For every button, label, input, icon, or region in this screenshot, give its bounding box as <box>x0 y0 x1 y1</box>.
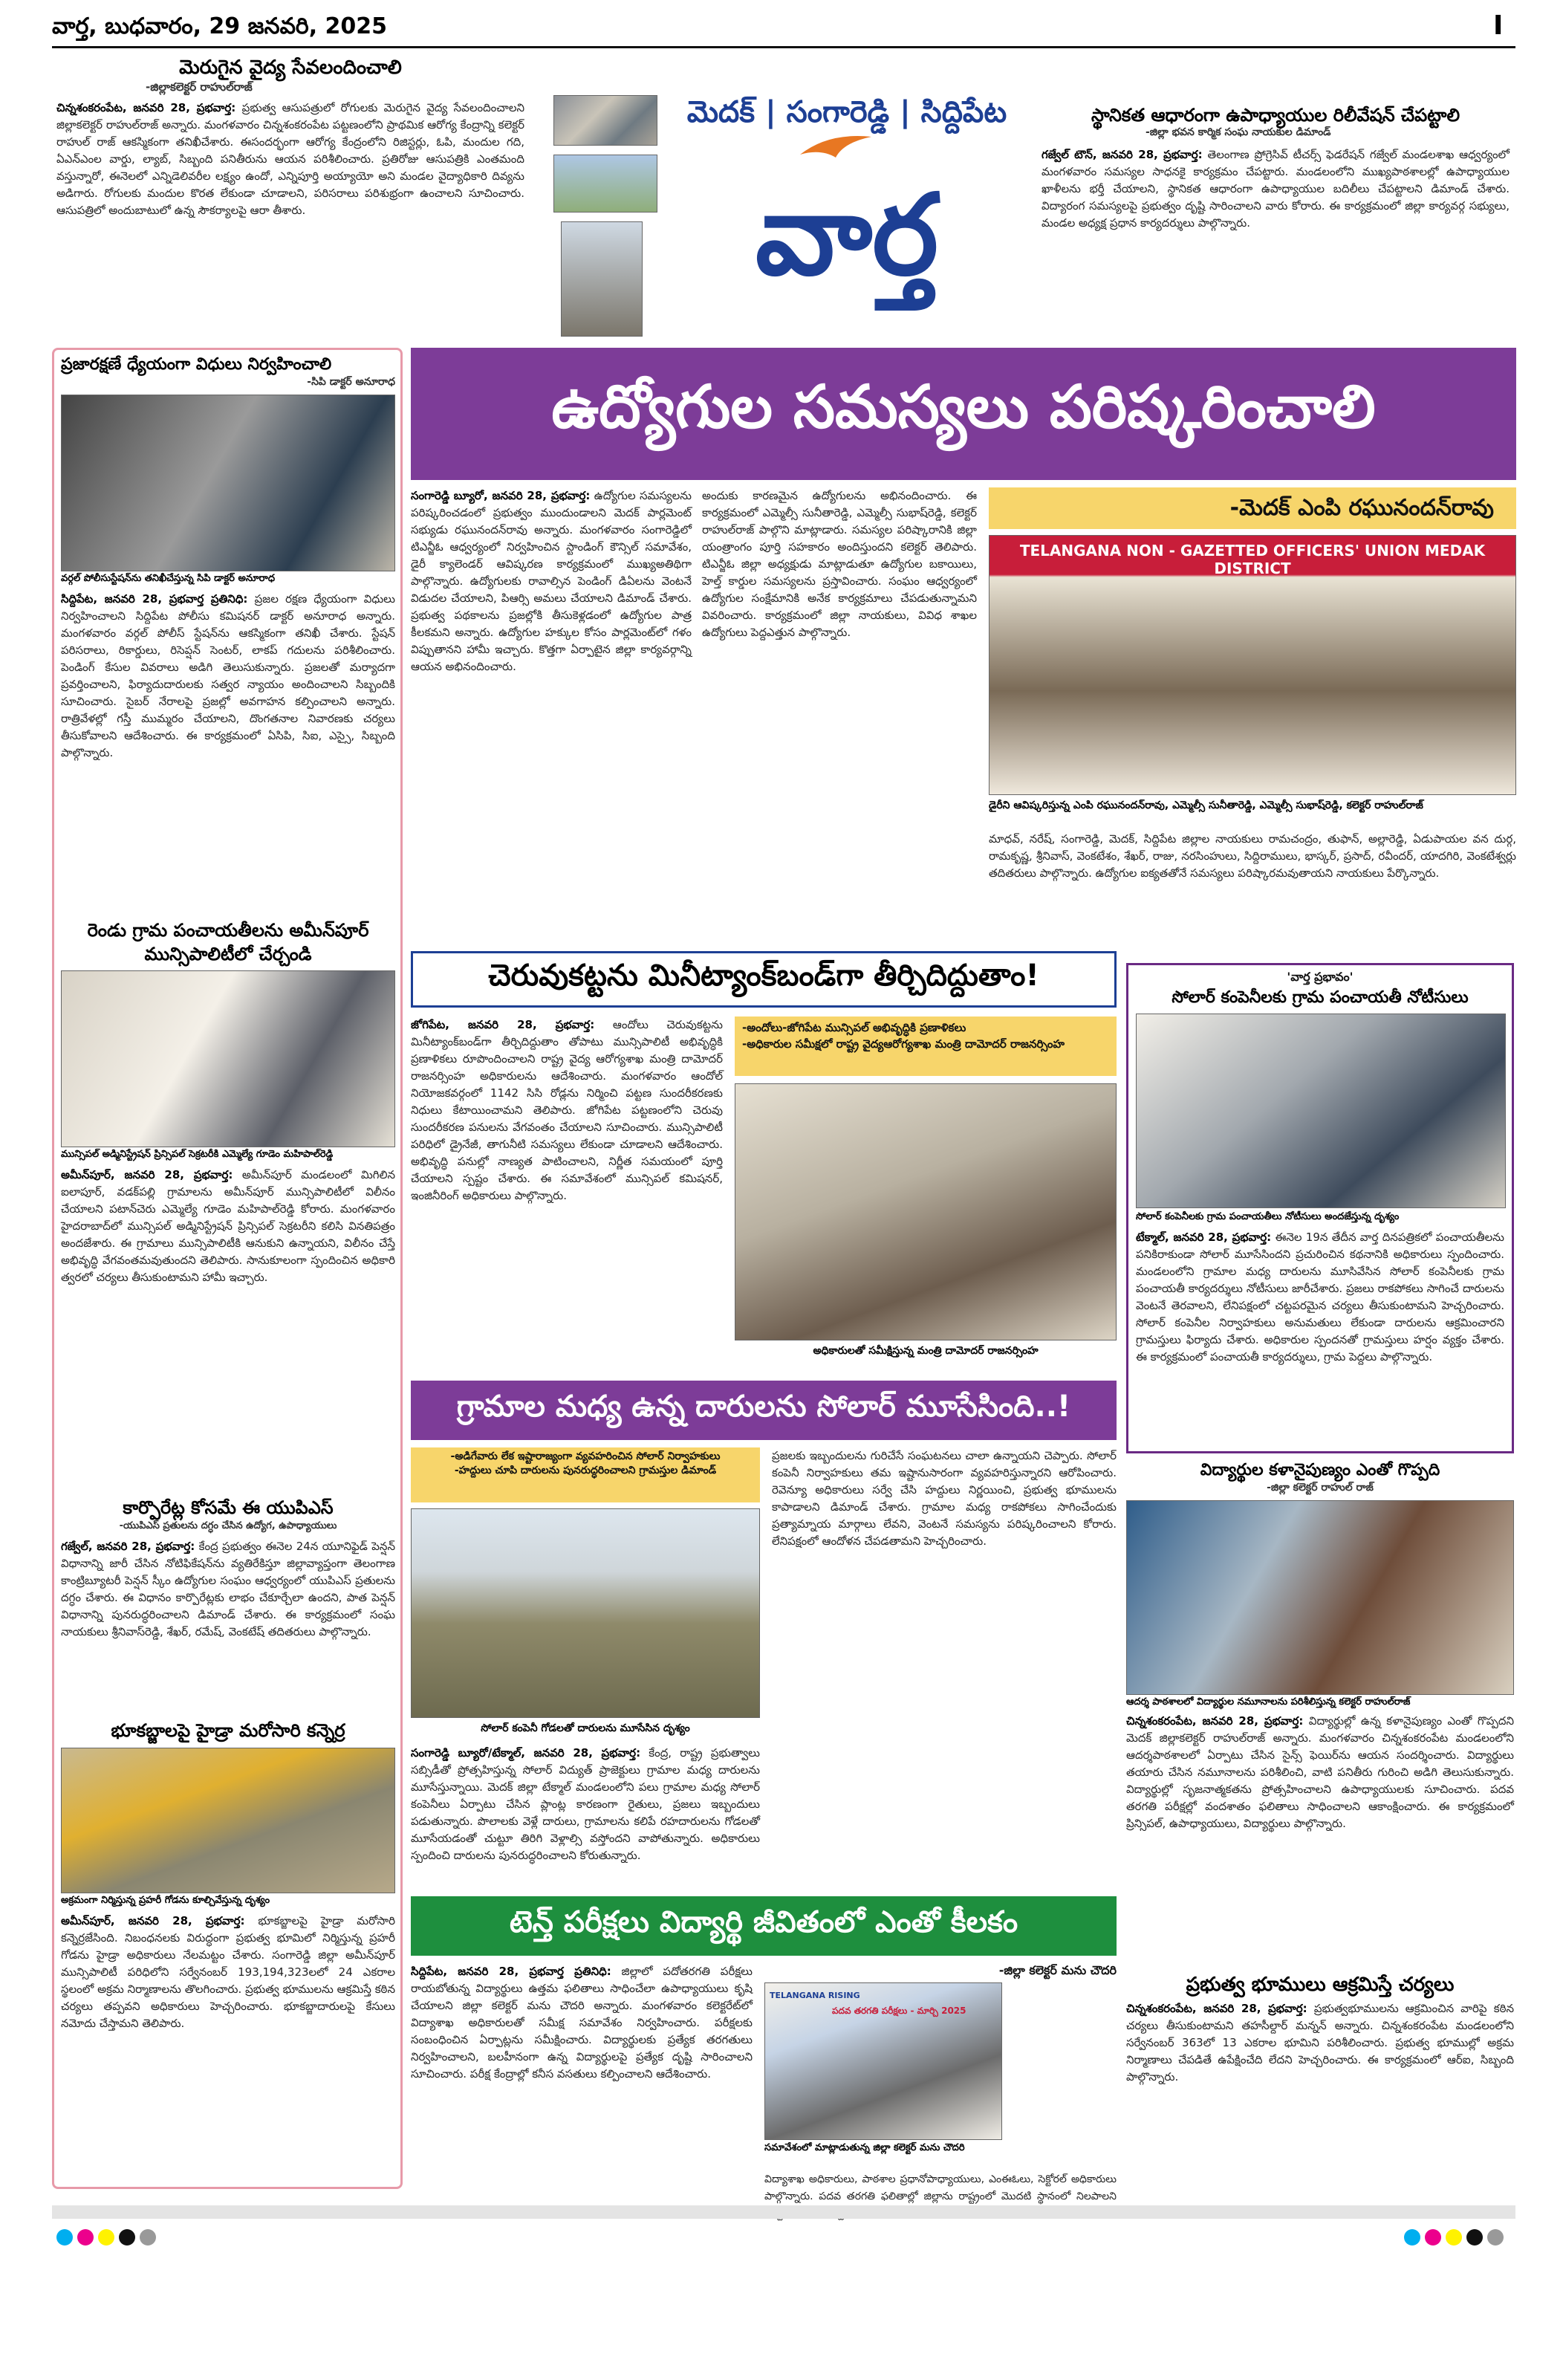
landmark-photo-1 <box>553 95 657 146</box>
kicker-box <box>735 1016 1117 1076</box>
kicker-line-2: -హద్దులు చూపి దారులను పునరుద్ధరించాలని గ్రామస్తుల డిమాండ్ <box>454 1465 717 1476</box>
headline: ప్రజారక్షణే ధ్యేయంగా విధులు నిర్వహించాలి <box>61 355 332 374</box>
photo-caption: అధికారులతో సమీక్షిస్తున్న మంత్రి దామోదర్ రాజనర్సింహ <box>813 1345 1039 1357</box>
article-body: సిద్దిపేట, జనవరి 28, ప్రభవార్త ప్రతినిధి: ప్రజల రక్షణ ధ్యేయంగా విధులు నిర్వహించాలని సిద్దిపేట పోలీసు కమిషనర్ డాక్టర్ అనూరాధ అన్నారు. మంగళవారం వర్గల్ పోలీస్ స్టేషన్‌ను ఆకస్మికంగా తనిఖీ చేశారు. స్టేషన్ పరిసరాలు, రికార్డులు, రిసెప్షన్ సెంటర్, లాకప్ గదులను పరిశీలించారు. పెండింగ్ కేసుల వివరాలు అడిగి తెలుసుకున్నారు. ప్రజలతో మర్యాదగా ప్రవర్తించాలని, ఫిర్యాదుదారులకు సత్వర న్యాయం అందించాలని సిబ్బందికి సూచించారు. సైబర్ నేరాలపై ప్రజల్లో అవగాహన కల్పించాలని అన్నారు. రాత్రివేళల్లో గస్తీ ముమ్మరం చేయాలని, దొంగతనాల నివారణకు చర్యలు తీసుకోవాలని ఆదేశించారు. ఈ కార్యక్రమంలో ఏసిపి, సిఐ, ఎస్సై, సిబ్బంది పాల్గొన్నారు. <box>61 592 395 759</box>
article-body-col1: సంగారెడ్డి బ్యూరో, జనవరి 28, ప్రభవార్త: ఉద్యోగుల సమస్యలను పరిష్కరించడంలో ప్రభుత్వం ముందుండాలని మెదక్ పార్లమెంట్ సభ్యుడు రఘునందన్‌రావు అన్నారు. మంగళవారం సంగారెడ్డిలో టిఎన్జీఓ ఆధ్వర్యంలో నిర్వహించిన స్టాండింగ్ కౌన్సిల్ సమావేశం, డైరీ క్యాలెండర్ ఆవిష్కరణ కార్యక్రమంలో ముఖ్యఅతిథిగా పాల్గొన్నారు. ఉద్యోగులకు రావాల్సిన పెండింగ్ డిఏలను వెంటనే విడుదల చేయాలని, పిఆర్సి అమలు చేయాలని డిమాండ్ చేశారు. ప్రభుత్వ పథకాలను ప్రజల్లోకి తీసుకెళ్లడంలో ఉద్యోగుల పాత్ర కీలకమని అన్నారు. ఉద్యోగుల హక్కుల కోసం పార్లమెంట్‌లో గళం విప్పుతానని హామీ ఇచ్చారు. కొత్తగా ఏర్పాటైన జిల్లా కార్యవర్గాన్ని ఆయన అభినందించారు. <box>411 489 692 673</box>
magenta-dot <box>1425 2229 1441 2246</box>
headline: రెండు గ్రామ పంచాయతీలను అమీన్‌పూర్ మున్సిపాలిటీలో చేర్చండి <box>87 920 369 964</box>
grey-dot <box>140 2229 156 2246</box>
cyan-dot <box>1404 2229 1420 2246</box>
demolition-photo <box>61 1748 395 1893</box>
govt-land-article <box>1126 1972 1514 2179</box>
yellow-dot <box>1446 2229 1462 2246</box>
article-body-right: విద్యాశాఖ అధికారులు, పాఠశాల ప్రధానోపాధ్యాయులు, ఎంఈఓలు, సెక్టోరల్ అధికారులు పాల్గొన్నారు. పదవ తరగతి ఫలితాల్లో జిల్లాను రాష్ట్రంలో మొదటి స్థానంలో నిలపాలని <box>764 2173 1117 2202</box>
article-body: జోగిపేట, జనవరి 28, ప్రభవార్త: ఆందోలు చెరువుకట్టను మినీట్యాంక్‌బండ్‌గా తీర్చిదిద్దుతాం తోపాటు మున్సిపాలిటీ అభివృద్ధికి ప్రణాళికలు రూపొందించాలని రాష్ట్ర వైద్య ఆరోగ్యశాఖ మంత్రి దామోదర్ రాజనర్సింహ అధికారులను ఆదేశించారు. మంగళవారం ఆందోల్ నియోజకవర్గంలో 1142 సిసి రోడ్లను నిర్మించి పట్టణ సుందరీకరణకు నిధులు కేటాయించామని తెలిపారు. జోగిపేట పట్టణంలోని చెరువు సుందరీకరణ పనులను వేగవంతం చేయాలని సూచించారు. మున్సిపాలిటీ పరిధిలో డ్రైనేజీ, తాగునీటి సమస్యలు లేకుండా చూడాలని ఆదేశించారు. అభివృద్ధి పనుల్లో నాణ్యత పాటించాలని, నిర్ణీత సమయంలో పూర్తి చేయాలని స్పష్టం చేశారు. ఈ సమావేశంలో మున్సిపల్ కమిషనర్, ఇంజినీరింగ్ అధికారులు పాల్గొన్నారు. <box>411 1018 723 1202</box>
photo-caption: వర్గల్ పోలీసుస్టేషన్‌ను తనిఖీచేస్తున్న సిపి డాక్టర్ అనూరాధ <box>61 573 276 584</box>
article-body: చిన్నశంకరంపేట, జనవరి 28, ప్రభవార్త: ప్రభుత్వభూములను ఆక్రమించిన వారిపై కఠిన చర్యలు తీసుకుంటామని తహసీల్దార్ మన్నన్ అన్నారు. చిన్నశంకరంపేట మండలంలోని సర్వేనంబర్ 363లో 13 ఎకరాల భూమిని పరిశీలించారు. ప్రభుత్వ భూముల్లో అక్రమ నిర్మాణాలు చేపడితే ఉపేక్షించేది లేదని హెచ్చరించారు. ఈ కార్యక్రమంలో ఆర్ఐ, సిబ్బంది పాల్గొన్నారు. <box>1126 2002 1514 2084</box>
article-body: టేక్మాల్, జనవరి 28, ప్రభవార్త: ఈనెల 19న తేదీన వార్త దినపత్రికలో పంచాయతీలను పనికిరాకుండా సోలార్ మూసేసిందని ప్రచురించిన కథనానికి అధికారులు స్పందించారు. మండలంలోని గ్రామాల మధ్య దారులను మూసివేసిన సోలార్ కంపెనీలకు గ్రామ పంచాయతీ కార్యదర్శులు నోటీసులు జారీచేశారు. ప్రజలు రాకపోకలు సాగించే దారులను వెంటనే తెరవాలని, లేనిపక్షంలో చట్టపరమైన చర్యలు తీసుకుంటామని హెచ్చరించారు. సోలార్ కంపెనీల నిర్వాహకులు అనుమతులు లేకుండా దారులను ఆక్రమించారని గ్రామస్తులు ఫిర్యాదు చేశారు. అధికారుల స్పందనతో గ్రామస్తులు హర్షం వ్యక్తం చేశారు. ఈ కార్యక్రమంలో పంచాయతీ కార్యదర్శులు, గ్రామ పెద్దలు పాల్గొన్నారు. <box>1136 1230 1504 1364</box>
headline: సోలార్ కంపెనీలకు గ్రామ పంచాయతీ నోటీసులు <box>1172 988 1469 1007</box>
footer-rule <box>52 2205 1515 2219</box>
subhead: -జిల్లా కలెక్టర్ రాహుల్ రాజ్ <box>1267 1482 1374 1494</box>
solar-roads-article <box>411 1447 1117 1886</box>
top-right-article <box>1042 104 1510 342</box>
left-article-ups <box>61 1495 395 1724</box>
subhead: -జిల్లా భవన కార్మిక సంఘ నాయకుల డిమాండ్ <box>1146 126 1331 138</box>
dove-icon <box>799 132 873 159</box>
article-body-col3: మాధవ్, నరేష్, సంగారెడ్డి, మెదక్, సిద్దిపేట జిల్లాల నాయకులు రామచంద్రం, తుఫాన్, అల్లారెడ్డి, ఏడుపాయల వన దుర్గ, రామకృష్ణ, శ్రీనివాస్, వెంకటేశం, శేఖర్, రాజు, నరసింహులు, సిద్దిరాములు, భాస్కర్, ప్రసాద్, రవీందర్, యాదగిరి, వెంకటేశ్వర్లు తదితరులు పాల్గొన్నారు. ఉద్యోగుల ఐక్యతతోనే సమస్యలు పరిష్కారమవుతాయని నాయకులు పేర్కొన్నారు. <box>989 832 1516 880</box>
black-dot <box>1466 2229 1483 2246</box>
grey-dot <box>1487 2229 1504 2246</box>
headline: స్థానికత ఆధారంగా ఉపాధ్యాయుల రిలీవేషన్ చేపట్టాలి <box>1091 105 1460 126</box>
headline: కార్పొరేట్ల కోసమే ఈ యుపిఎస్ <box>123 1497 334 1518</box>
kicker-line-1: -అడిగేవారు లేక ఇష్టారాజ్యంగా వ్యవహరించిన సోలార్ నిర్వాహకులు <box>450 1450 721 1462</box>
subhead: -సిపి డాక్టర్ అనూరాధ <box>307 376 395 388</box>
subhead: -యుపిఎస్ ప్రతులను దగ్ధం చేసిన ఉద్యోగ, ఉపాధ్యాయులు <box>119 1520 337 1531</box>
photo-caption: సోలార్ కంపెనీ గోడలతో దారులను మూసేసిన దృశ్యం <box>481 1722 690 1734</box>
landmark-photo-3 <box>561 221 643 337</box>
black-dot <box>119 2229 135 2246</box>
solar-notice-article <box>1126 963 1514 1453</box>
article-body-left: సిద్దిపేట, జనవరి 28, ప్రభవార్త ప్రతినిధి: జిల్లాలో పదోతరగతి పరీక్షలు రాయబోతున్న విద్యార్థులు ఉత్తమ ఫలితాలు సాధించేలా ఉపాధ్యాయులు కృషి చేయాలని జిల్లా కలెక్టర్ మను చౌదరి అన్నారు. మంగళవారం కలెక్టరేట్‌లో విద్యాశాఖ అధికారులతో సమీక్ష సమావేశం నిర్వహించారు. పరీక్షలకు సంబంధించిన ఏర్పాట్లను సమీక్షించారు. విద్యార్థులకు ప్రత్యేక తరగతులు నిర్వహించాలని, బలహీనంగా ఉన్న విద్యార్థులపై ప్రత్యేక దృష్టి సారించాలని సూచించారు. పరీక్ష కేంద్రాల్లో కనీస వసతులు కల్పించాలని ఆదేశించారు. <box>411 1965 753 2081</box>
photo-caption: సోలార్ కంపెనీలకు గ్రామ పంచాయతీలు నోటీసులు అందజేస్తున్న దృశ్యం <box>1136 1211 1400 1222</box>
magenta-dot <box>77 2229 94 2246</box>
article-body: చిన్నశంకరంపేట, జనవరి 28, ప్రభవార్త: విద్యార్థుల్లో ఉన్న కళానైపుణ్యం ఎంతో గొప్పదని మెదక్ జిల్లాకలెక్టర్ రాహుల్‌రాజ్ అన్నారు. మంగళవారం చిన్నశంకరంపేట మండలంలోని ఆదర్శపాఠశాలలో ఏర్పాటు చేసిన సైన్స్ ఫెయిర్‌ను ఆయన సందర్శించారు. విద్యార్థులు తయారు చేసిన నమూనాలను పరిశీలించి, వాటి పనితీరు గురించి అడిగి తెలుసుకున్నారు. విద్యార్థుల్లో సృజనాత్మకతను ప్రోత్సహించాలని ఉపాధ్యాయులకు సూచించారు. పదవ తరగతి పరీక్షల్లో వందశాతం ఫలితాలు సాధించాలని ఆకాంక్షించారు. ఈ కార్యక్రమంలో ప్రిన్సిపల్, ఉపాధ్యాయులు, విద్యార్థులు పాల్గొన్నారు. <box>1126 1714 1514 1830</box>
headline: విద్యార్థుల కళానైపుణ్యం ఎంతో గొప్పది <box>1200 1461 1440 1479</box>
landmark-photo-2 <box>553 155 657 213</box>
solar-roads-headline: గ్రామాల మధ్య ఉన్న దారులను సోలార్ మూసేసింది..! <box>411 1381 1117 1440</box>
subhead: -జిల్లాకలెక్టర్ రాహుల్‌రాజ్ <box>146 80 253 94</box>
photo-caption: అక్రమంగా నిర్మిస్తున్న ప్రహరీ గోడను కూల్చివేస్తున్న దృశ్యం <box>61 1895 270 1906</box>
cyan-dot <box>56 2229 73 2246</box>
photo-text-1: TELANGANA RISING <box>770 1991 860 2000</box>
photo-caption: డైరీని ఆవిష్కరిస్తున్న ఎంపి రఘునందన్‌రావు, ఎమ్మెల్సీ సునీతారెడ్డి, ఎమ్మెల్సీ సుభాష్‌రెడ్డి, కలెక్టర్ రాహుల్‌రాజ్ <box>989 800 1423 811</box>
kicker-line-1: -అందోలు-జోగిపేట మున్సిపల్ అభివృద్ధికి ప్రణాళికలు <box>742 1021 966 1034</box>
students-art-article <box>1126 1459 1514 1952</box>
yellow-dot <box>98 2229 114 2246</box>
article-body: గజ్వేల్, జనవరి 28, ప్రభవార్త: కేంద్ర ప్రభుత్వం ఈనెల 24న యూనిఫైడ్ పెన్షన్ విధానాన్ని జారీ చేసిన నోటిఫికేషన్‌ను వ్యతిరేకిస్తూ జిల్లావ్యాప్తంగా తెలంగాణ కాంట్రిబ్యూటరీ పెన్షన్ స్కీం ఉద్యోగుల సంఘం ఆధ్వర్యంలో యుపిఎస్ ప్రతులను దగ్ధం చేశారు. ఈ విధానం కార్పొరేట్లకు లాభం చేకూర్చేలా ఉందని, పాత పెన్షన్ విధానాన్ని పునరుద్ధరించాలని డిమాండ్ చేశారు. ఈ కార్యక్రమంలో సంఘ నాయకులు శ్రీనివాస్‌రెడ్డి, శేఖర్, రమేష్, వెంకటేష్ తదితరులు పాల్గొన్నారు. <box>61 1540 395 1638</box>
left-article-municipality <box>61 918 395 1475</box>
color-registration-right <box>1404 2229 1508 2248</box>
top-left-article <box>56 55 524 341</box>
headline: మెరుగైన వైద్య సేవలందించాలి <box>179 56 402 79</box>
tankbund-headline: చెరువుకట్టను మినీట్యాంక్‌బండ్‌గా తీర్చిదిద్దుతాం! <box>411 951 1117 1008</box>
review-meeting-photo <box>735 1083 1117 1340</box>
masthead: వార్త, బుధవారం, 29 జనవరి, 2025 <box>52 13 388 39</box>
science-fair-photo <box>1126 1500 1514 1695</box>
article-body: అమీన్‌పూర్, జనవరి 28, ప్రభవార్త: భూకబ్జాలపై హైడ్రా మరోసారి కన్నెర్రజేసింది. నిబంధనలకు విరుద్ధంగా ప్రభుత్వ భూమిలో నిర్మిస్తున్న ప్రహరీ గోడను హైడ్రా అధికారులు నేలమట్టం చేశారు. సంగారెడ్డి జిల్లా అమీన్‌పూర్ మున్సిపాలిటీ పరిధిలోని సర్వేనంబర్ 193,194,323లలో 24 ఎకరాల స్థలంలో అక్రమ నిర్మాణాలను తొలగించారు. ప్రభుత్వ భూములను ఆక్రమిస్తే కఠిన చర్యలు తప్పవని అధికారులు హెచ్చరించారు. భూకబ్జాదారులపై కేసులు నమోదు చేస్తామని తెలిపారు. <box>61 1914 395 2030</box>
article-body: చిన్నశంకరంపేట, జనవరి 28, ప్రభవార్త: ప్రభుత్వ ఆసుపత్రులో రోగులకు మెరుగైన వైద్య సేవలందించాలని జిల్లాకలెక్టర్ రాహుల్‌రాజ్ అన్నారు. మంగళవారం చిన్నశంకరంపేట పట్టణంలోని ప్రాథమిక ఆరోగ్య కేంద్రాన్ని కలెక్టర్ రాహుల్ రాజ్ ఆకస్మికంగా తనిఖీచేశారు. ఈసందర్భంగా ఆరోగ్య కేంద్రంలోని రిజిస్టర్లు, ఓపి, మందుల గది, ఏఎన్ఎంల వార్డు, ల్యాబ్, సిబ్బంది పనితీరును ఆయన పరిశీలించారు. ప్రతిరోజు ఆసుపత్రికి ఎంతమంది వస్తున్నారో, ఈనెలలో ఎన్నిడెలివరీల లక్ష్యం ఉందో, ఎన్నిపూర్తి అయ్యాయో అని మండల వైద్యాధికారి దివ్యను అడిగారు. రోగులకు మందుల కొరత లేకుండా చూడాలని, పరిసరాలు పరిశుభ్రంగా ఉంచాలని సూచించారు. ఆసుపత్రిలో అందుబాటులో ఉన్న సౌకర్యాలపై ఆరా తీశారు. <box>56 101 524 217</box>
main-subhead: -మెదక్ ఎంపి రఘునందన్‌రావు <box>989 487 1516 529</box>
tenth-exams-headline: టెన్త్ పరీక్షలు విద్యార్థి జీవితంలో ఎంతో కీలకం <box>411 1896 1117 1956</box>
exam-meeting-photo <box>764 1982 1002 2140</box>
article-body-left: సంగారెడ్డి బ్యూరో/టేక్మాల్, జనవరి 28, ప్రభవార్త: కేంద్ర, రాష్ట్ర ప్రభుత్వాలు సబ్సిడీతో ప్రోత్సహిస్తున్న సోలార్ విద్యుత్ ప్రాజెక్టులు గ్రామాల మధ్య దారులను మూసేస్తున్నాయి. మెదక్ జిల్లా టేక్మాల్ మండలంలోని పలు గ్రామాల మధ్య సోలార్ కంపెనీలు ఏర్పాటు చేసిన ప్లాంట్ల కారణంగా రైతులు, ప్రజలు ఇబ్బందులు పడుతున్నారు. పొలాలకు వెళ్లే దారులు, గ్రామాలను కలిపే రహదారులను గోడలతో మూసేయడంతో చుట్టూ తిరిగి వెళ్లాల్సి వస్తోందని వాపోతున్నారు. అధికారులు స్పందించి దారులను పునరుద్ధరించాలని కోరుతున్నారు. <box>411 1746 760 1862</box>
header-rule <box>52 46 1515 48</box>
left-article-hydra <box>61 1718 395 2180</box>
page-number: I <box>1493 10 1504 41</box>
photo-banner-text: TELANGANA NON - GAZETTED OFFICERS' UNION MEDAK DISTRICT <box>1019 542 1486 577</box>
subhead: -జిల్లా కలెక్టర్ మను చౌదరి <box>998 1963 1117 1977</box>
headline: ప్రభుత్వ భూములు ఆక్రమిస్తే చర్యలు <box>1186 1974 1455 1996</box>
main-headline-banner: ఉద్యోగుల సమస్యలు పరిష్కరించాలి <box>411 348 1516 480</box>
logo-block <box>553 95 1029 340</box>
main-article <box>411 487 1516 942</box>
tankbund-article <box>411 1016 1117 1366</box>
kicker-line-2: -అధికారుల సమీక్షలో రాష్ట్ర వైద్యఆరోగ్యశాఖ మంత్రి దామోదర్ రాజనర్సింహ <box>742 1037 1065 1051</box>
article-body: అమీన్‌పూర్, జనవరి 28, ప్రభవార్త: అమీన్‌పూర్ మండలంలో మిగిలిన ఐలాపూర్, వడక్‌పల్లి గ్రామాలను అమీన్‌పూర్ మున్సిపాలిటీలో విలీనం చేయాలని పటాన్‌చెరు ఎమ్మెల్యే గూడెం మహిపాల్‌రెడ్డి కోరారు. మంగళవారం హైదరాబాద్‌లో మున్సిపల్ అడ్మినిస్ట్రేషన్ ప్రిన్సిపల్ సెక్రటరీని కలిసి వినతిపత్రం అందజేశారు. ఈ గ్రామాలు మున్సిపాలిటీకి ఆనుకుని ఉన్నాయని, విలీనం చేస్తే అభివృద్ధి వేగవంతమవుతుందని తెలిపారు. సానుకూలంగా స్పందించిన అధికారి త్వరలో చర్యలు తీసుకుంటామని హామీ ఇచ్చారు. <box>61 1168 395 1284</box>
article-body-col2: అందుకు కారణమైన ఉద్యోగులను అభినందించారు. ఈ కార్యక్రమంలో ఎమ్మెల్సీ సునీతారెడ్డి, ఎమ్మెల్సీ సుభాష్‌రెడ్డి, కలెక్టర్ రాహుల్‌రాజ్ పాల్గొని మాట్లాడారు. సమస్యల పరిష్కారానికి జిల్లా యంత్రాంగం పూర్తి సహకారం అందిస్తుందని కలెక్టర్ తెలిపారు. టిఎన్జీఓ జిల్లా అధ్యక్షుడు మాట్లాడుతూ ఉద్యోగుల బకాయిలు, హెల్త్ కార్డుల సమస్యలను ప్రస్తావించారు. సంఘం ఆధ్వర్యంలో ఉద్యోగుల సంక్షేమానికి అనేక కార్యక్రమాలు చేపడుతున్నామని వివరించారు. కార్యక్రమంలో జిల్లా నాయకులు, వివిధ శాఖల ఉద్యోగులు పెద్దఎత్తున పాల్గొన్నారు. <box>702 489 977 639</box>
photo-caption: సమావేశంలో మాట్లాడుతున్న జిల్లా కలెక్టర్ మను చౌదరి <box>764 2142 965 2153</box>
kicker: 'వార్త ప్రభావం' <box>1287 970 1354 984</box>
photo-text-2: పదవ తరగతి పరీక్షలు - మార్చి 2025 <box>832 2006 966 2016</box>
tenth-exams-article <box>411 1963 1117 2202</box>
color-registration-left <box>56 2229 160 2248</box>
brand-logo: వార్త <box>755 171 939 300</box>
petition-photo <box>61 970 395 1147</box>
article-body: గజ్వేల్ టౌన్, జనవరి 28, ప్రభవార్త: తెలంగాణ ప్రోగ్రెసివ్ టీచర్స్ ఫెడరేషన్ గజ్వేల్ మండలశాఖ ఆధ్వర్యంలో మంగళవారం సమస్యల సాధనకై కార్యక్రమం చేపట్టారు. మండలంలోని ముఖ్యపాఠశాలల్లో ఉపాధ్యాయుల ఖాళీలను భర్తీ చేయాలని, స్థానికత ఆధారంగా ఉపాధ్యాయుల బదిలీలు చేపట్టాలని డిమాండ్ చేశారు. విద్యారంగ సమస్యలపై ప్రభుత్వం దృష్టి సారించాలని వారు కోరారు. ఈ కార్యక్రమంలో జిల్లా కార్యవర్గ సభ్యులు, మండల అధ్యక్ష ప్రధాన కార్యదర్శులు పాల్గొన్నారు. <box>1042 148 1510 230</box>
photo-caption: మున్సిపల్ అడ్మినిస్ట్రేషన్ ప్రిన్సిపల్ సెక్రటరీకి ఎమ్మెల్యే గూడెం మహిపాల్‌రెడ్డి <box>61 1149 334 1160</box>
kicker-box <box>411 1447 760 1502</box>
blocked-road-photo <box>411 1508 760 1718</box>
notice-handover-photo <box>1136 1014 1506 1208</box>
diary-release-photo <box>989 535 1516 795</box>
region-label: మెదక్ | సంగారెడ్డి | సిద్దిపేట <box>686 95 1007 129</box>
headline: భూకబ్జాలపై హైడ్రా మరోసారి కన్నెర్ర <box>111 1720 345 1741</box>
article-body-right: ప్రజలకు ఇబ్బందులను గురిచేసే సంఘటనలు చాలా ఉన్నాయని చెప్పారు. సోలార్ కంపెనీ నిర్వాహకులు తమ ఇష్టానుసారంగా వ్యవహరిస్తున్నారని ఆరోపించారు. రెవెన్యూ అధికారులు సర్వే చేసి హద్దులు నిర్ణయించి, ప్రభుత్వ భూములను కాపాడాలని డిమాండ్ చేశారు. గ్రామాల మధ్య రాకపోకలు సాగించేందుకు ప్రత్యామ్నాయ మార్గాలు లేవని, వెంటనే సమస్యను పరిష్కరించాలని కోరారు. లేనిపక్షంలో ఆందోళన చేపడతామని హెచ్చరించారు. <box>772 1449 1117 1548</box>
police-inspection-photo <box>61 395 395 571</box>
left-article-police <box>61 354 395 929</box>
photo-caption: ఆదర్శ పాఠశాలలో విద్యార్థుల నమూనాలను పరిశీలిస్తున్న కలెక్టర్ రాహుల్‌రాజ్ <box>1126 1696 1411 1708</box>
